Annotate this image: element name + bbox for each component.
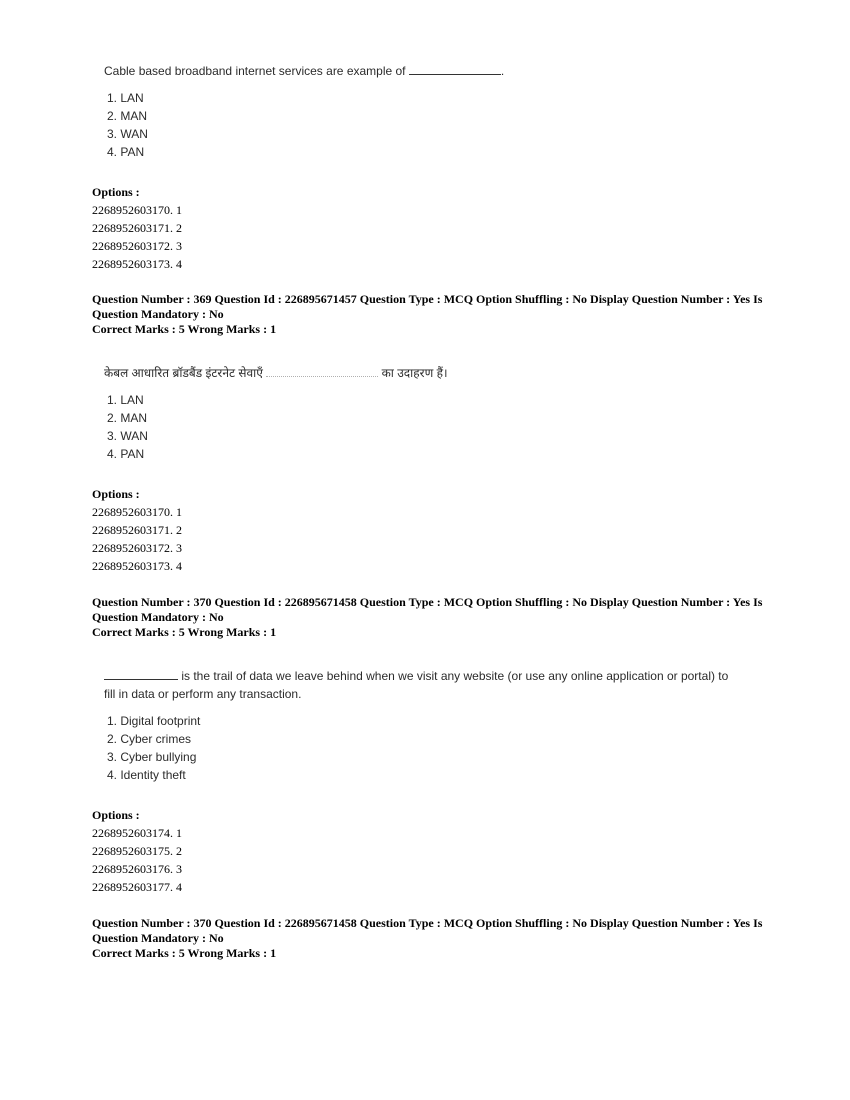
choice-item: 4. Identity theft [107,768,186,782]
options-label: Options : [92,487,140,501]
choice-list [107,712,728,784]
option-id: 2268952603171. 2 [92,221,182,235]
question-text-end: . [500,64,505,78]
options-section [92,806,182,896]
question-meta-line: Question Number : 370 Question Id : 226895671458 Question Type : MCQ Option Shuffling : No Display Question Number : Yes Is [92,916,763,930]
option-id: 2268952603170. 1 [92,505,182,519]
choice-item: 2. MAN [107,109,148,123]
option-id: 2268952603170. 1 [92,203,182,217]
option-id: 2268952603172. 3 [92,239,182,253]
question-mandatory: Question Mandatory : No [92,307,224,321]
option-id: 2268952603173. 4 [92,559,182,573]
choice-list [107,391,448,463]
question-mandatory: Question Mandatory : No [92,931,224,945]
answer-blank [409,65,501,75]
question-meta [92,595,772,640]
choice-item: 3. WAN [107,429,148,443]
question-text-block [104,364,448,463]
choice-item: 4. PAN [107,145,145,159]
question-text-line: fill in data or perform any transaction. [104,687,302,701]
question-meta-line: Question Number : 370 Question Id : 226895671458 Question Type : MCQ Option Shuffling : No Display Question Number : Yes Is [92,595,763,609]
question-text-block [104,62,504,161]
choice-item: 1. LAN [107,91,144,105]
answer-blank [104,670,178,680]
choice-item: 3. WAN [107,127,148,141]
choice-item: 2. MAN [107,411,148,425]
choice-item: 2. Cyber crimes [107,732,192,746]
option-id: 2268952603174. 1 [92,826,182,840]
option-id: 2268952603173. 4 [92,257,182,271]
choice-list [107,89,504,161]
question-meta [92,916,772,961]
options-label: Options : [92,808,140,822]
option-id: 2268952603172. 3 [92,541,182,555]
choice-item: 3. Cyber bullying [107,750,197,764]
question-marks: Correct Marks : 5 Wrong Marks : 1 [92,322,277,336]
question-stem [104,364,448,382]
option-id: 2268952603175. 2 [92,844,182,858]
choice-item: 1. LAN [107,393,144,407]
question-text: Cable based broadband internet services are example of [104,64,406,78]
answer-blank [266,367,378,377]
question-text-end: का उदाहरण हैं। [381,366,448,380]
option-id: 2268952603176. 3 [92,862,182,876]
question-mandatory: Question Mandatory : No [92,610,224,624]
question-marks: Correct Marks : 5 Wrong Marks : 1 [92,946,277,960]
question-text-block [104,667,728,784]
option-id: 2268952603171. 2 [92,523,182,537]
question-text: केबल आधारित ब्रॉडबैंड इंटरनेट सेवाएँ [104,366,263,380]
choice-item: 1. Digital footprint [107,714,201,728]
option-id: 2268952603177. 4 [92,880,182,894]
options-label: Options : [92,185,140,199]
options-section [92,485,182,575]
choice-item: 4. PAN [107,447,145,461]
question-stem [104,62,504,80]
options-section [92,183,182,273]
question-meta [92,292,772,337]
question-stem [104,667,728,685]
question-meta-line: Question Number : 369 Question Id : 226895671457 Question Type : MCQ Option Shuffling : No Display Question Number : Yes Is [92,292,763,306]
question-text: is the trail of data we leave behind when we visit any website (or use any online application or portal) to [181,669,729,683]
question-marks: Correct Marks : 5 Wrong Marks : 1 [92,625,277,639]
